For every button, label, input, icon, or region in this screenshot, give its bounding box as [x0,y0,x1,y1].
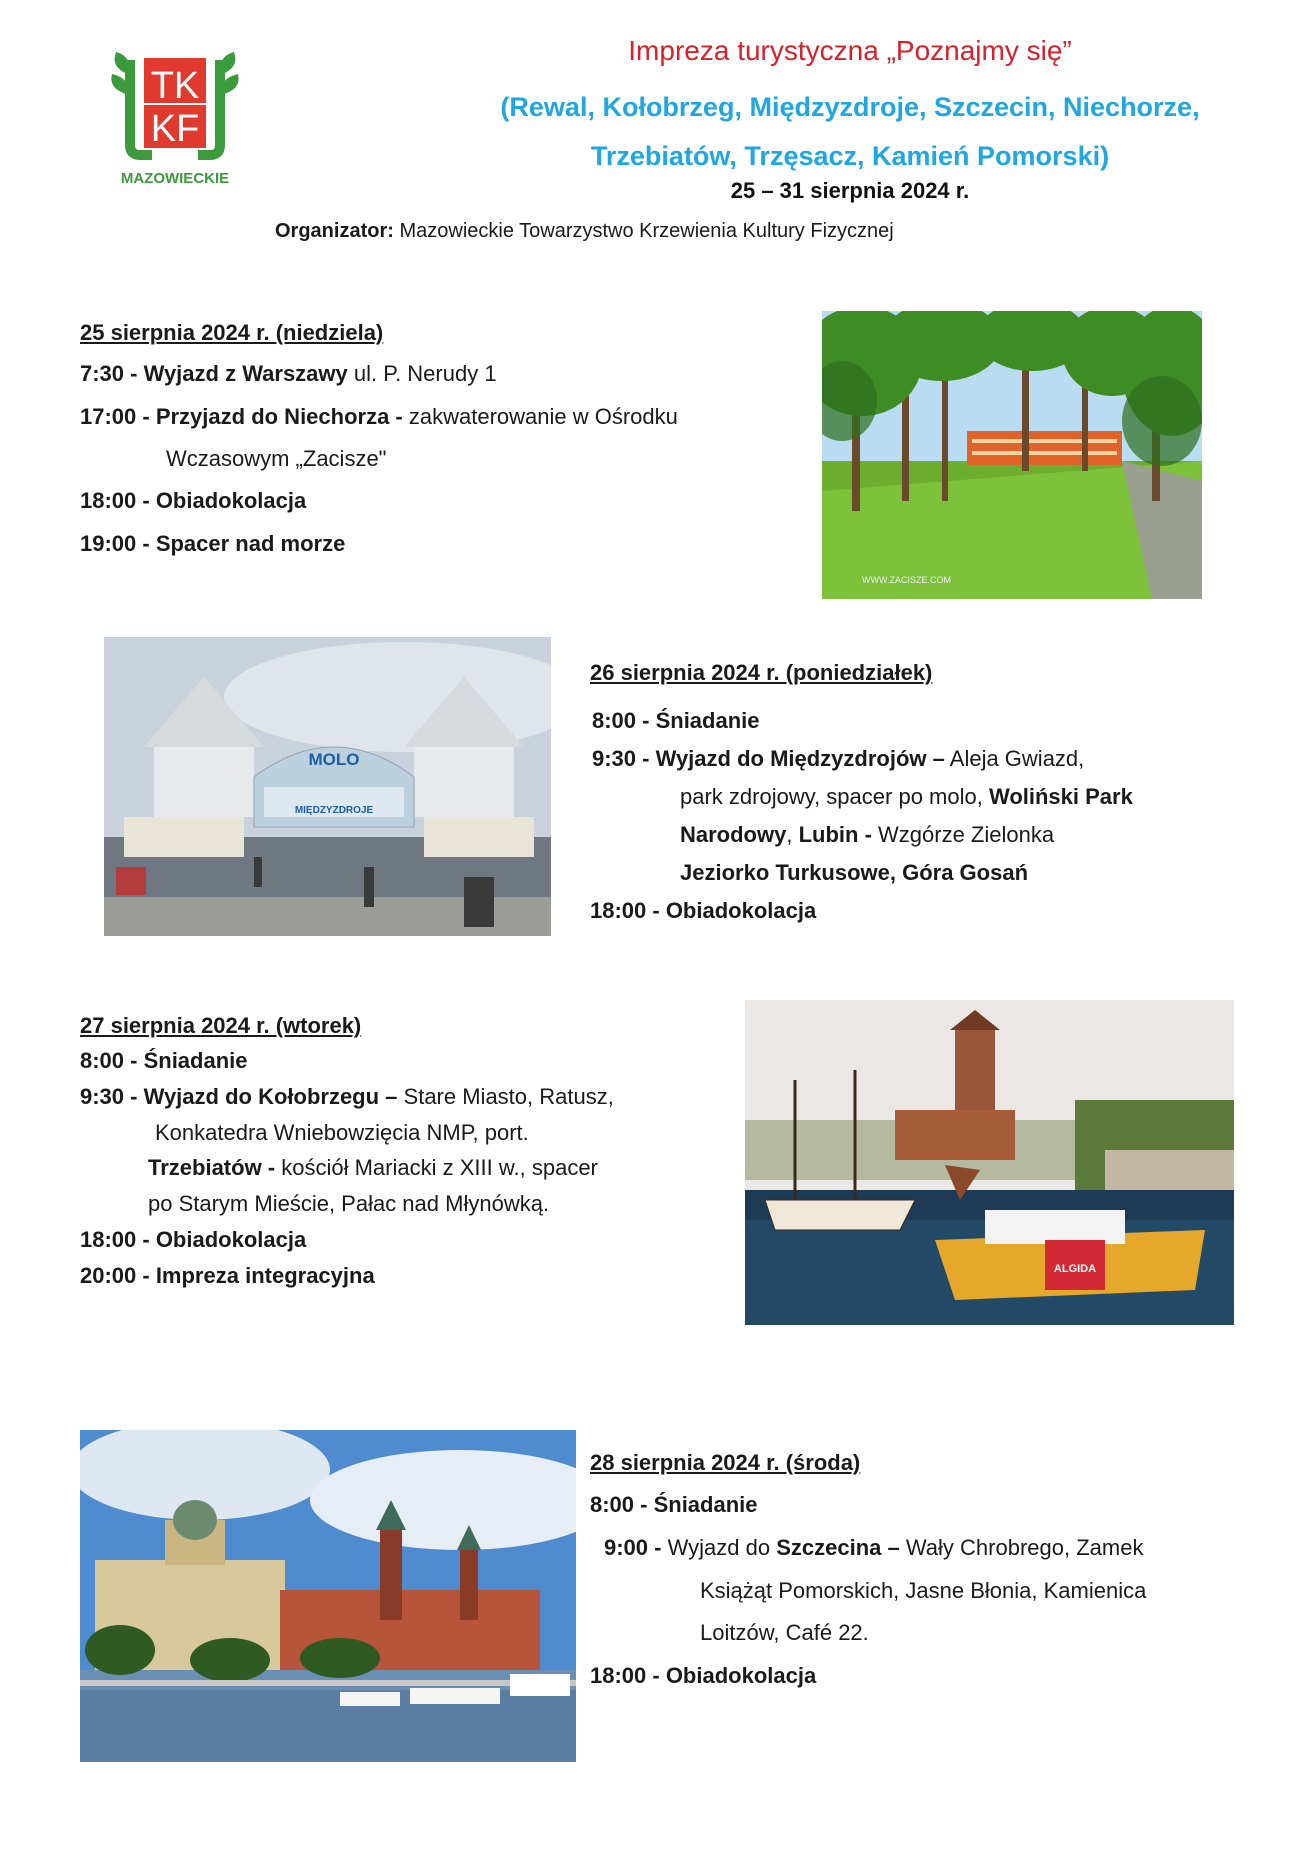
schedule-line [80,1265,375,1287]
line-text: Loitzów, Café 22. [700,1620,869,1645]
molo-pier-photo [104,637,551,936]
line-bold: 7:30 - Wyjazd z Warszawy [80,361,348,386]
schedule-line [148,1193,549,1215]
line-text: Wczasowym „Zacisze" [166,446,387,471]
day-4-heading [590,1450,860,1486]
molo-sign-2: MIĘDZYZDROJE [294,805,374,816]
line-bold: 8:00 - Śniadanie [592,708,760,733]
organizer-label: Organizator: [275,220,394,242]
szczecin-waterfront-photo [80,1430,576,1762]
schedule-line [148,1157,598,1179]
day-heading: 26 sierpnia 2024 r. (poniedziałek) [590,660,933,685]
event-dates: 25 – 31 sierpnia 2024 r. [730,178,970,203]
line-bold: Szczecina – [776,1535,900,1560]
line-text: po Starym Mieście, Pałac nad Młynówką. [148,1191,550,1216]
line-text: Wzgórze Zielonka [878,822,1055,847]
places-line-1: (Rewal, Kołobrzeg, Międzyzdroje, Szczecin, Niechorze, [500,92,1200,122]
line-bold: 18:00 - Obiadokolacja [590,898,817,923]
organizer [275,220,894,243]
line-bold: 17:00 - Przyjazd do Niechorza - [80,404,403,429]
day-1-heading [80,320,383,356]
schedule-line [80,533,345,555]
schedule-line [80,1229,306,1251]
line-bold: 9:30 - Wyjazd do Kołobrzegu – [80,1084,398,1109]
day-3-heading [80,1013,361,1049]
photo-watermark: WWW.ZACISZE.COM [862,575,951,585]
line-bold: 9:00 - [604,1535,662,1560]
event-title: Impreza turystyczna „Poznajmy się” [628,35,1072,66]
line-text: Aleja Gwiazd, [944,746,1085,771]
park-resort-photo [822,311,1202,599]
line-bold: Narodowy [680,822,787,847]
logo-letters-bottom: KF [150,108,200,150]
line-bold: 8:00 - Śniadanie [80,1048,248,1073]
line-text: Wyjazd do [661,1535,777,1560]
line-bold: 18:00 - Obiadokolacja [590,1663,817,1688]
line-bold: 8:00 - Śniadanie [590,1492,758,1517]
schedule-line [700,1580,1146,1602]
day-2-heading [590,660,932,696]
line-text: Wały Chrobrego, Zamek [899,1535,1144,1560]
line-text: Stare Miasto, Ratusz, [397,1084,614,1109]
tkkf-logo [100,40,250,190]
line-text: park zdrojowy, spacer po molo, [680,784,989,809]
line-text: , [786,822,799,847]
day-heading: 28 sierpnia 2024 r. (środa) [590,1450,861,1475]
line-bold: Jeziorko Turkusowe, Góra Gosań [680,860,1029,885]
line-bold: Woliński Park [988,784,1133,809]
line-bold: Lubin - [798,822,879,847]
schedule-line [80,363,497,385]
line-bold: 18:00 - Obiadokolacja [80,488,307,513]
schedule-line [590,1494,758,1516]
line-text: Konkatedra Wniebowzięcia NMP, port. [155,1120,529,1145]
line-text: ul. P. Nerudy 1 [347,361,497,386]
kolobrzeg-harbor-photo [745,1000,1234,1325]
line-text: Książąt Pomorskich, Jasne Błonia, Kamienica [700,1578,1147,1603]
places-line-2: Trzebiatów, Trzęsacz, Kamień Pomorski) [590,141,1110,171]
line-bold: 9:30 - Wyjazd do Międzyzdrojów – [592,746,945,771]
organizer-name: Mazowieckie Towarzystwo Krzewienia Kultury Fizycznej [393,220,894,242]
schedule-line [590,1665,816,1687]
schedule-line [592,710,760,732]
molo-sign: MOLO [308,750,360,769]
line-bold: 19:00 - Spacer nad morze [80,531,346,556]
schedule-line [166,448,387,470]
schedule-line [590,900,816,922]
logo-letters-top: TK [150,65,200,107]
schedule-line [80,406,678,428]
line-bold: Trzebiatów - [148,1155,276,1180]
day-heading: 25 sierpnia 2024 r. (niedziela) [80,320,384,345]
schedule-line [700,1622,869,1644]
schedule-line [155,1122,529,1144]
boat-label: ALGIDA [1053,1263,1097,1275]
schedule-line [592,748,1084,770]
schedule-line [80,490,306,512]
schedule-line [680,862,1028,884]
line-bold: 20:00 - Impreza integracyjna [80,1263,375,1288]
line-text: zakwaterowanie w Ośrodku [402,404,678,429]
schedule-line [604,1537,1143,1559]
schedule-line [80,1050,248,1072]
logo-caption: MAZOWIECKIE [120,170,230,187]
line-bold: 18:00 - Obiadokolacja [80,1227,307,1252]
schedule-line [680,786,1133,808]
line-text: kościół Mariacki z XIII w., spacer [275,1155,598,1180]
schedule-line [80,1086,614,1108]
day-heading: 27 sierpnia 2024 r. (wtorek) [80,1013,362,1038]
schedule-line [680,824,1054,846]
